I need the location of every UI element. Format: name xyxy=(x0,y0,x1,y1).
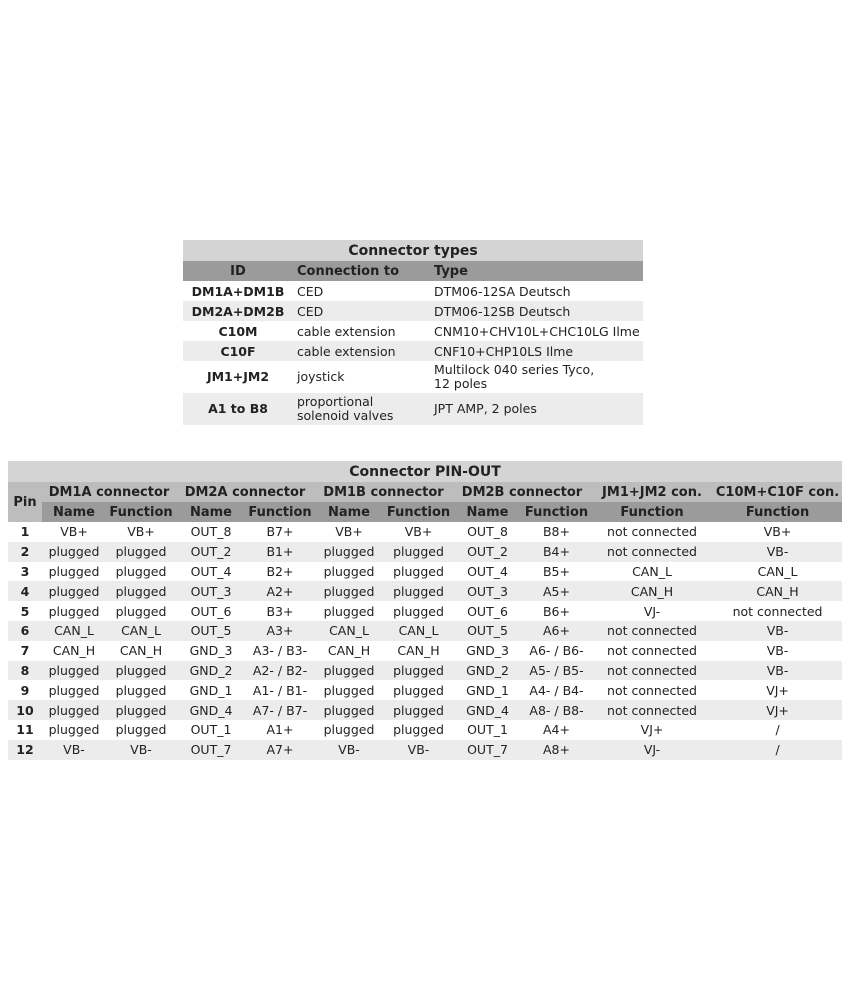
pin-cell: plugged xyxy=(393,563,444,579)
pinout-table xyxy=(8,461,842,760)
pin-cell: VB+ xyxy=(127,524,155,540)
pin-cell: CAN_L xyxy=(42,621,106,641)
connection-to: joystick xyxy=(297,369,345,384)
pin-cell: not connected xyxy=(591,661,713,681)
pin-cell: not connected xyxy=(591,542,713,562)
pin-cell: plugged xyxy=(42,661,106,681)
pin-cell: plugged xyxy=(323,682,375,698)
pin-cell: plugged xyxy=(314,542,384,562)
pin-cell: OUT_8 xyxy=(467,524,508,540)
connector-id: A1 to B8 xyxy=(183,393,293,425)
header-id: ID xyxy=(183,261,293,281)
pin-cell: plugged xyxy=(384,542,453,562)
pin-cell: plugged xyxy=(48,682,100,698)
pin-cell: OUT_4 xyxy=(467,563,508,579)
pin-cell: CAN_L xyxy=(384,621,453,641)
pin-cell: plugged xyxy=(48,722,100,738)
pin-cell: plugged xyxy=(42,700,106,720)
pin-cell: B3+ xyxy=(266,603,294,619)
pin-cell: plugged xyxy=(314,581,384,601)
pin-cell: OUT_1 xyxy=(190,722,232,738)
pin-cell: A1- / B1- xyxy=(252,682,308,698)
pin-cell: VB+ xyxy=(404,524,433,540)
pin-cell: OUT_3 xyxy=(176,581,246,601)
pin-cell: / xyxy=(775,722,780,738)
table-row xyxy=(8,601,842,621)
pin-cell: plugged xyxy=(106,581,176,601)
sub-header: Name xyxy=(42,502,106,522)
pin-cell: plugged xyxy=(393,682,444,698)
connector-id: DM2A+DM2B xyxy=(183,301,293,321)
pin-cell: OUT_7 xyxy=(176,740,246,760)
connector-type: DTM06-12SA Deutsch xyxy=(434,283,571,299)
pin-cell: A6+ xyxy=(522,621,591,641)
pin-cell: not connected xyxy=(607,524,697,540)
type-line-1: Multilock 040 series Tyco, xyxy=(434,362,595,377)
pin-cell: VJ- xyxy=(591,740,713,760)
pin-number: 11 xyxy=(16,722,34,738)
pin-cell: plugged xyxy=(314,700,384,720)
table-row xyxy=(8,720,842,740)
pin-cell: plugged xyxy=(393,722,444,738)
group-header: DM1A connector xyxy=(42,482,176,502)
pin-cell: plugged xyxy=(42,581,106,601)
header-connection: Connection to xyxy=(293,261,430,281)
pin-cell: CAN_H xyxy=(591,581,713,601)
type-line-2: 12 poles xyxy=(434,376,488,391)
group-header: JM1+JM2 con. xyxy=(591,482,713,502)
pin-cell: OUT_5 xyxy=(453,621,522,641)
pin-number: 12 xyxy=(8,740,42,760)
pin-cell: OUT_2 xyxy=(176,542,246,562)
connector-id: C10M xyxy=(218,323,258,339)
pin-cell: GND_4 xyxy=(453,700,522,720)
header-type: Type xyxy=(430,261,643,281)
pin-cell: VB+ xyxy=(335,524,363,540)
pin-cell: OUT_8 xyxy=(190,524,232,540)
pin-cell: A2+ xyxy=(246,581,314,601)
pin-cell: A8+ xyxy=(522,740,591,760)
pin-cell: plugged xyxy=(314,661,384,681)
pin-cell: B7+ xyxy=(266,524,294,540)
table-row xyxy=(183,281,643,301)
pin-cell: OUT_3 xyxy=(453,581,522,601)
sub-header: Name xyxy=(453,502,522,522)
pin-cell: plugged xyxy=(323,722,375,738)
pin-cell: OUT_7 xyxy=(453,740,522,760)
pin-cell: plugged xyxy=(323,603,375,619)
pin-cell: GND_2 xyxy=(176,661,246,681)
connection-to: cable extension xyxy=(297,323,396,339)
pin-cell: not connected xyxy=(607,682,697,698)
pin-cell: VB- xyxy=(384,740,453,760)
table-row xyxy=(8,581,842,601)
table-row xyxy=(183,341,643,361)
pin-cell: CAN_H xyxy=(119,643,163,659)
pin-cell: VB+ xyxy=(763,524,792,540)
pin-cell: VB+ xyxy=(60,524,88,540)
pin-cell: plugged xyxy=(384,661,453,681)
pin-cell: A1+ xyxy=(266,722,294,738)
pin-number: 9 xyxy=(20,682,30,698)
sub-header: Function xyxy=(384,502,453,522)
pin-cell: plugged xyxy=(48,603,100,619)
table-row xyxy=(183,393,643,425)
group-header: DM1B connector xyxy=(314,482,453,502)
pin-cell: B4+ xyxy=(522,542,591,562)
pin-cell: OUT_5 xyxy=(176,621,246,641)
pin-cell: GND_4 xyxy=(176,700,246,720)
pin-cell: A2- / B2- xyxy=(246,661,314,681)
pin-cell: plugged xyxy=(115,563,167,579)
pin-cell: not connected xyxy=(607,643,697,659)
pin-cell: GND_1 xyxy=(189,682,233,698)
pin-cell: VJ- xyxy=(643,603,661,619)
pin-cell: plugged xyxy=(48,563,100,579)
table-row xyxy=(8,641,842,661)
pin-cell: VB- xyxy=(106,740,176,760)
table-row xyxy=(8,621,842,641)
pin-cell: plugged xyxy=(393,603,444,619)
pin-cell: plugged xyxy=(106,661,176,681)
table-row xyxy=(8,562,842,582)
sub-header: Function xyxy=(246,502,314,522)
pin-cell: GND_3 xyxy=(189,643,233,659)
group-header: DM2A connector xyxy=(176,482,314,502)
pin-cell: VJ+ xyxy=(713,700,842,720)
table-row xyxy=(183,301,643,321)
pin-cell: A3- / B3- xyxy=(252,643,308,659)
pin-cell: CAN_H xyxy=(327,643,371,659)
pin-cell: VB- xyxy=(713,621,842,641)
connector-id: DM1A+DM1B xyxy=(191,283,285,299)
pin-cell: CAN_H xyxy=(52,643,96,659)
pin-cell: VJ+ xyxy=(766,682,789,698)
sub-header: Name xyxy=(176,502,246,522)
connection-to: cable extension xyxy=(293,341,430,361)
pin-cell: B8+ xyxy=(542,524,570,540)
connector-type: CNF10+CHP10LS Ilme xyxy=(430,341,643,361)
table-row xyxy=(183,361,643,393)
pin-cell: A6- / B6- xyxy=(529,643,584,659)
pin-cell: plugged xyxy=(323,563,375,579)
pin-number: 7 xyxy=(20,643,30,659)
table-row xyxy=(183,321,643,341)
pin-cell: CAN_H xyxy=(713,581,842,601)
pin-cell: A8- / B8- xyxy=(522,700,591,720)
table-row xyxy=(8,700,842,720)
pin-cell: plugged xyxy=(106,700,176,720)
pin-number: 8 xyxy=(8,661,42,681)
pin-cell: B1+ xyxy=(246,542,314,562)
pin-cell: CAN_L xyxy=(757,563,798,579)
pin-cell: plugged xyxy=(384,700,453,720)
pin-cell: A4+ xyxy=(543,722,570,738)
pin-cell: GND_3 xyxy=(466,643,509,659)
pin-cell: not connected xyxy=(591,621,713,641)
connector-type: CNM10+CHV10L+CHC10LG Ilme xyxy=(434,323,640,339)
sub-header: Function xyxy=(591,502,713,522)
pin-cell: plugged xyxy=(42,542,106,562)
pin-cell: VB- xyxy=(42,740,106,760)
pin-cell: A3+ xyxy=(246,621,314,641)
connector-types-title: Connector types xyxy=(183,240,643,261)
pin-cell: OUT_6 xyxy=(190,603,232,619)
pin-cell: B2+ xyxy=(266,563,294,579)
pin-cell: / xyxy=(713,740,842,760)
pin-number: 2 xyxy=(8,542,42,562)
pin-number: 6 xyxy=(8,621,42,641)
connection-line-1: proportional xyxy=(297,394,374,409)
pin-cell: VB- xyxy=(314,740,384,760)
pin-cell: OUT_4 xyxy=(190,563,232,579)
pin-cell: plugged xyxy=(115,603,167,619)
pin-cell: plugged xyxy=(384,581,453,601)
sub-header: Function xyxy=(106,502,176,522)
pin-cell: OUT_2 xyxy=(453,542,522,562)
pin-number: 1 xyxy=(20,524,30,540)
table-row xyxy=(8,542,842,562)
pin-cell: A7+ xyxy=(246,740,314,760)
table-row xyxy=(8,680,842,700)
pin-cell: VB- xyxy=(713,661,842,681)
connector-id: JM1+JM2 xyxy=(206,369,270,384)
pin-cell: B6+ xyxy=(542,603,570,619)
pin-cell: B5+ xyxy=(542,563,570,579)
pin-cell: OUT_6 xyxy=(467,603,508,619)
pin-cell: plugged xyxy=(115,722,167,738)
pin-cell: OUT_1 xyxy=(467,722,508,738)
connector-type: DTM06-12SB Deutsch xyxy=(430,301,643,321)
connection-to: CED xyxy=(297,283,324,299)
table-row xyxy=(8,522,842,542)
pin-number: 3 xyxy=(20,563,30,579)
pin-cell: GND_2 xyxy=(453,661,522,681)
pinout-title: Connector PIN-OUT xyxy=(8,461,842,482)
table-row xyxy=(8,740,842,760)
group-header: C10M+C10F con. xyxy=(713,482,842,502)
pin-cell: not connected xyxy=(732,603,823,619)
pin-header: Pin xyxy=(8,482,42,522)
connection-to: CED xyxy=(293,301,430,321)
table-row xyxy=(8,661,842,681)
pin-cell: CAN_H xyxy=(397,643,440,659)
pin-cell: A5- / B5- xyxy=(522,661,591,681)
connector-type: JPT AMP, 2 poles xyxy=(430,393,643,425)
pin-cell: not connected xyxy=(591,700,713,720)
connector-types-table xyxy=(183,240,643,425)
pin-cell: plugged xyxy=(106,542,176,562)
pin-cell: plugged xyxy=(115,682,167,698)
group-header: DM2B connector xyxy=(453,482,591,502)
pin-cell: VJ+ xyxy=(640,722,664,738)
connection-to xyxy=(293,393,430,425)
pin-cell: CAN_L xyxy=(632,563,672,579)
connector-type xyxy=(430,361,643,393)
pin-cell: VB- xyxy=(766,643,789,659)
pin-number: 5 xyxy=(20,603,30,619)
pin-number: 4 xyxy=(8,581,42,601)
pin-cell: CAN_L xyxy=(314,621,384,641)
pin-cell: GND_1 xyxy=(466,682,509,698)
pin-cell: CAN_L xyxy=(106,621,176,641)
sub-header: Function xyxy=(522,502,591,522)
connector-id: C10F xyxy=(183,341,293,361)
pin-cell: VB- xyxy=(713,542,842,562)
pin-cell: A7- / B7- xyxy=(246,700,314,720)
connection-line-2: solenoid valves xyxy=(297,408,394,423)
sub-header: Name xyxy=(314,502,384,522)
pin-cell: A4- / B4- xyxy=(529,682,584,698)
pin-cell: A5+ xyxy=(522,581,591,601)
pin-number: 10 xyxy=(8,700,42,720)
sub-header: Function xyxy=(713,502,842,522)
